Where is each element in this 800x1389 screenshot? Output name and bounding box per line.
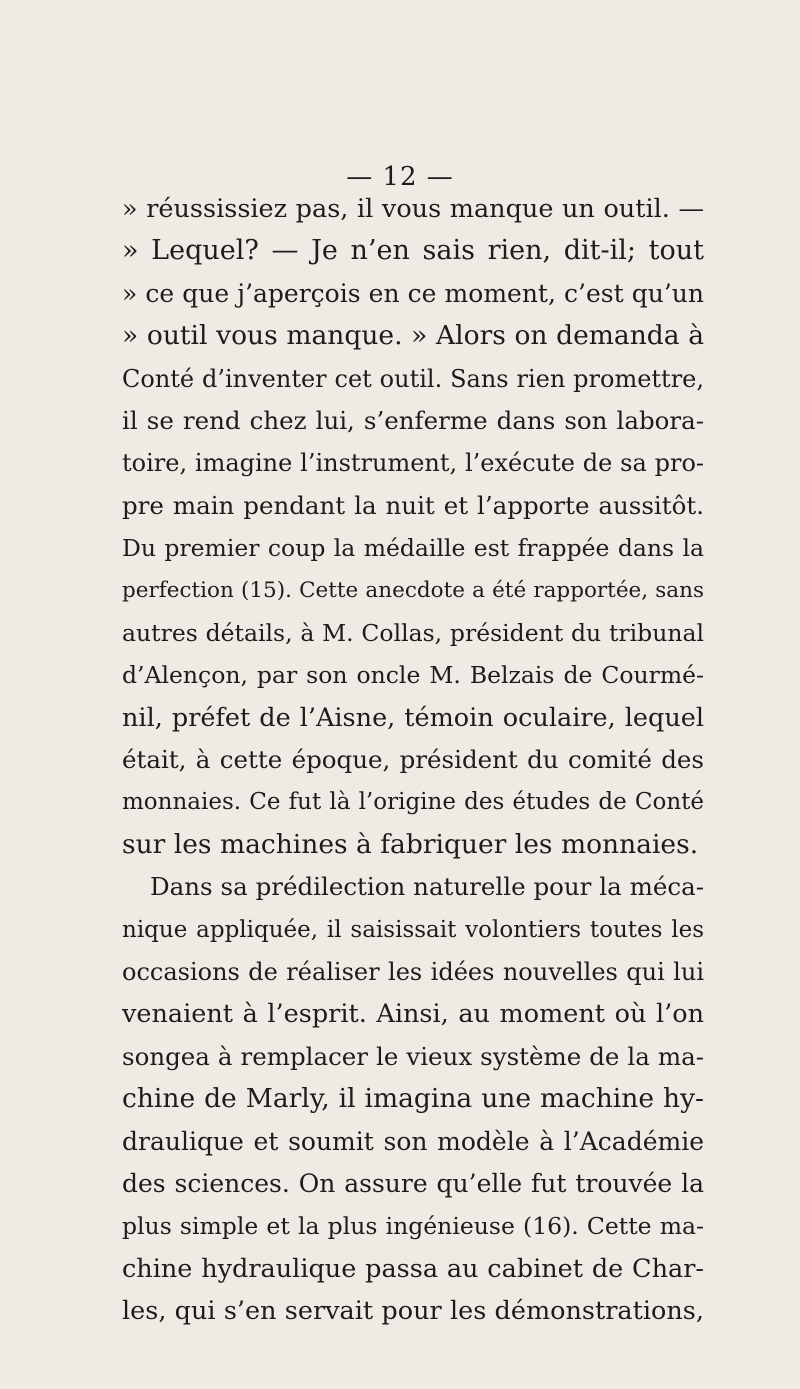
text-line: occasions de réaliser les idées nouvelles qui lui xyxy=(122,958,704,987)
body-text xyxy=(122,188,704,1333)
text-line: Du premier coup la médaille est frappée dans la xyxy=(122,534,704,563)
text-line: les, qui s’en servait pour les démonstrations, xyxy=(122,1296,704,1327)
text-line: chine de Marly, il imagina une machine hy- xyxy=(122,1083,704,1115)
text-line: il se rend chez lui, s’enferme dans son labora- xyxy=(122,405,704,435)
text-line: Dans sa prédilection naturelle pour la méca- xyxy=(150,872,704,902)
text-line: nil, préfet de l’Aisne, témoin oculaire, lequel xyxy=(122,702,704,733)
text-line: était, à cette époque, président du comité des xyxy=(122,745,704,775)
text-line: » réussissiez pas, il vous manque un outil. — xyxy=(122,194,704,224)
text-line: perfection (15). Cette anecdote a été rapportée, sans xyxy=(122,577,704,603)
text-line: toire, imagine l’instrument, l’exécute de sa pro- xyxy=(122,449,704,478)
text-line: nique appliquée, il saisissait volontiers toutes les xyxy=(122,916,704,943)
text-line: sur les machines à fabriquer les monnaies. xyxy=(122,828,699,860)
text-line: d’Alençon, par son oncle M. Belzais de Courmé- xyxy=(122,661,704,690)
text-line: plus simple et la plus ingénieuse (16). Cette ma- xyxy=(122,1212,704,1241)
text-line: des sciences. On assure qu’elle fut trouvée la xyxy=(122,1168,704,1198)
text-line: draulique et soumit son modèle à l’Académie xyxy=(122,1126,704,1156)
page-number: — 12 — xyxy=(346,162,454,192)
text-line: songea à remplacer le vieux système de la ma- xyxy=(122,1041,704,1071)
text-line: chine hydraulique passa au cabinet de Char- xyxy=(122,1253,704,1284)
text-line: Conté d’inventer cet outil. Sans rien promettre, xyxy=(122,364,704,393)
text-line: pre main pendant la nuit et l’apporte aussitôt. xyxy=(122,490,704,520)
text-line: » Lequel? — Je n’en sais rien, dit-il; tout xyxy=(122,235,704,267)
text-line: venaient à l’esprit. Ainsi, au moment où l’on xyxy=(122,999,704,1030)
text-line: monnaies. Ce fut là l’origine des études de Conté xyxy=(122,789,704,816)
text-line: autres détails, à M. Collas, président du tribunal xyxy=(122,618,704,647)
text-line: » ce que j’aperçois en ce moment, c’est qu’un xyxy=(122,278,704,308)
text-line: » outil vous manque. » Alors on demanda à xyxy=(122,320,704,352)
